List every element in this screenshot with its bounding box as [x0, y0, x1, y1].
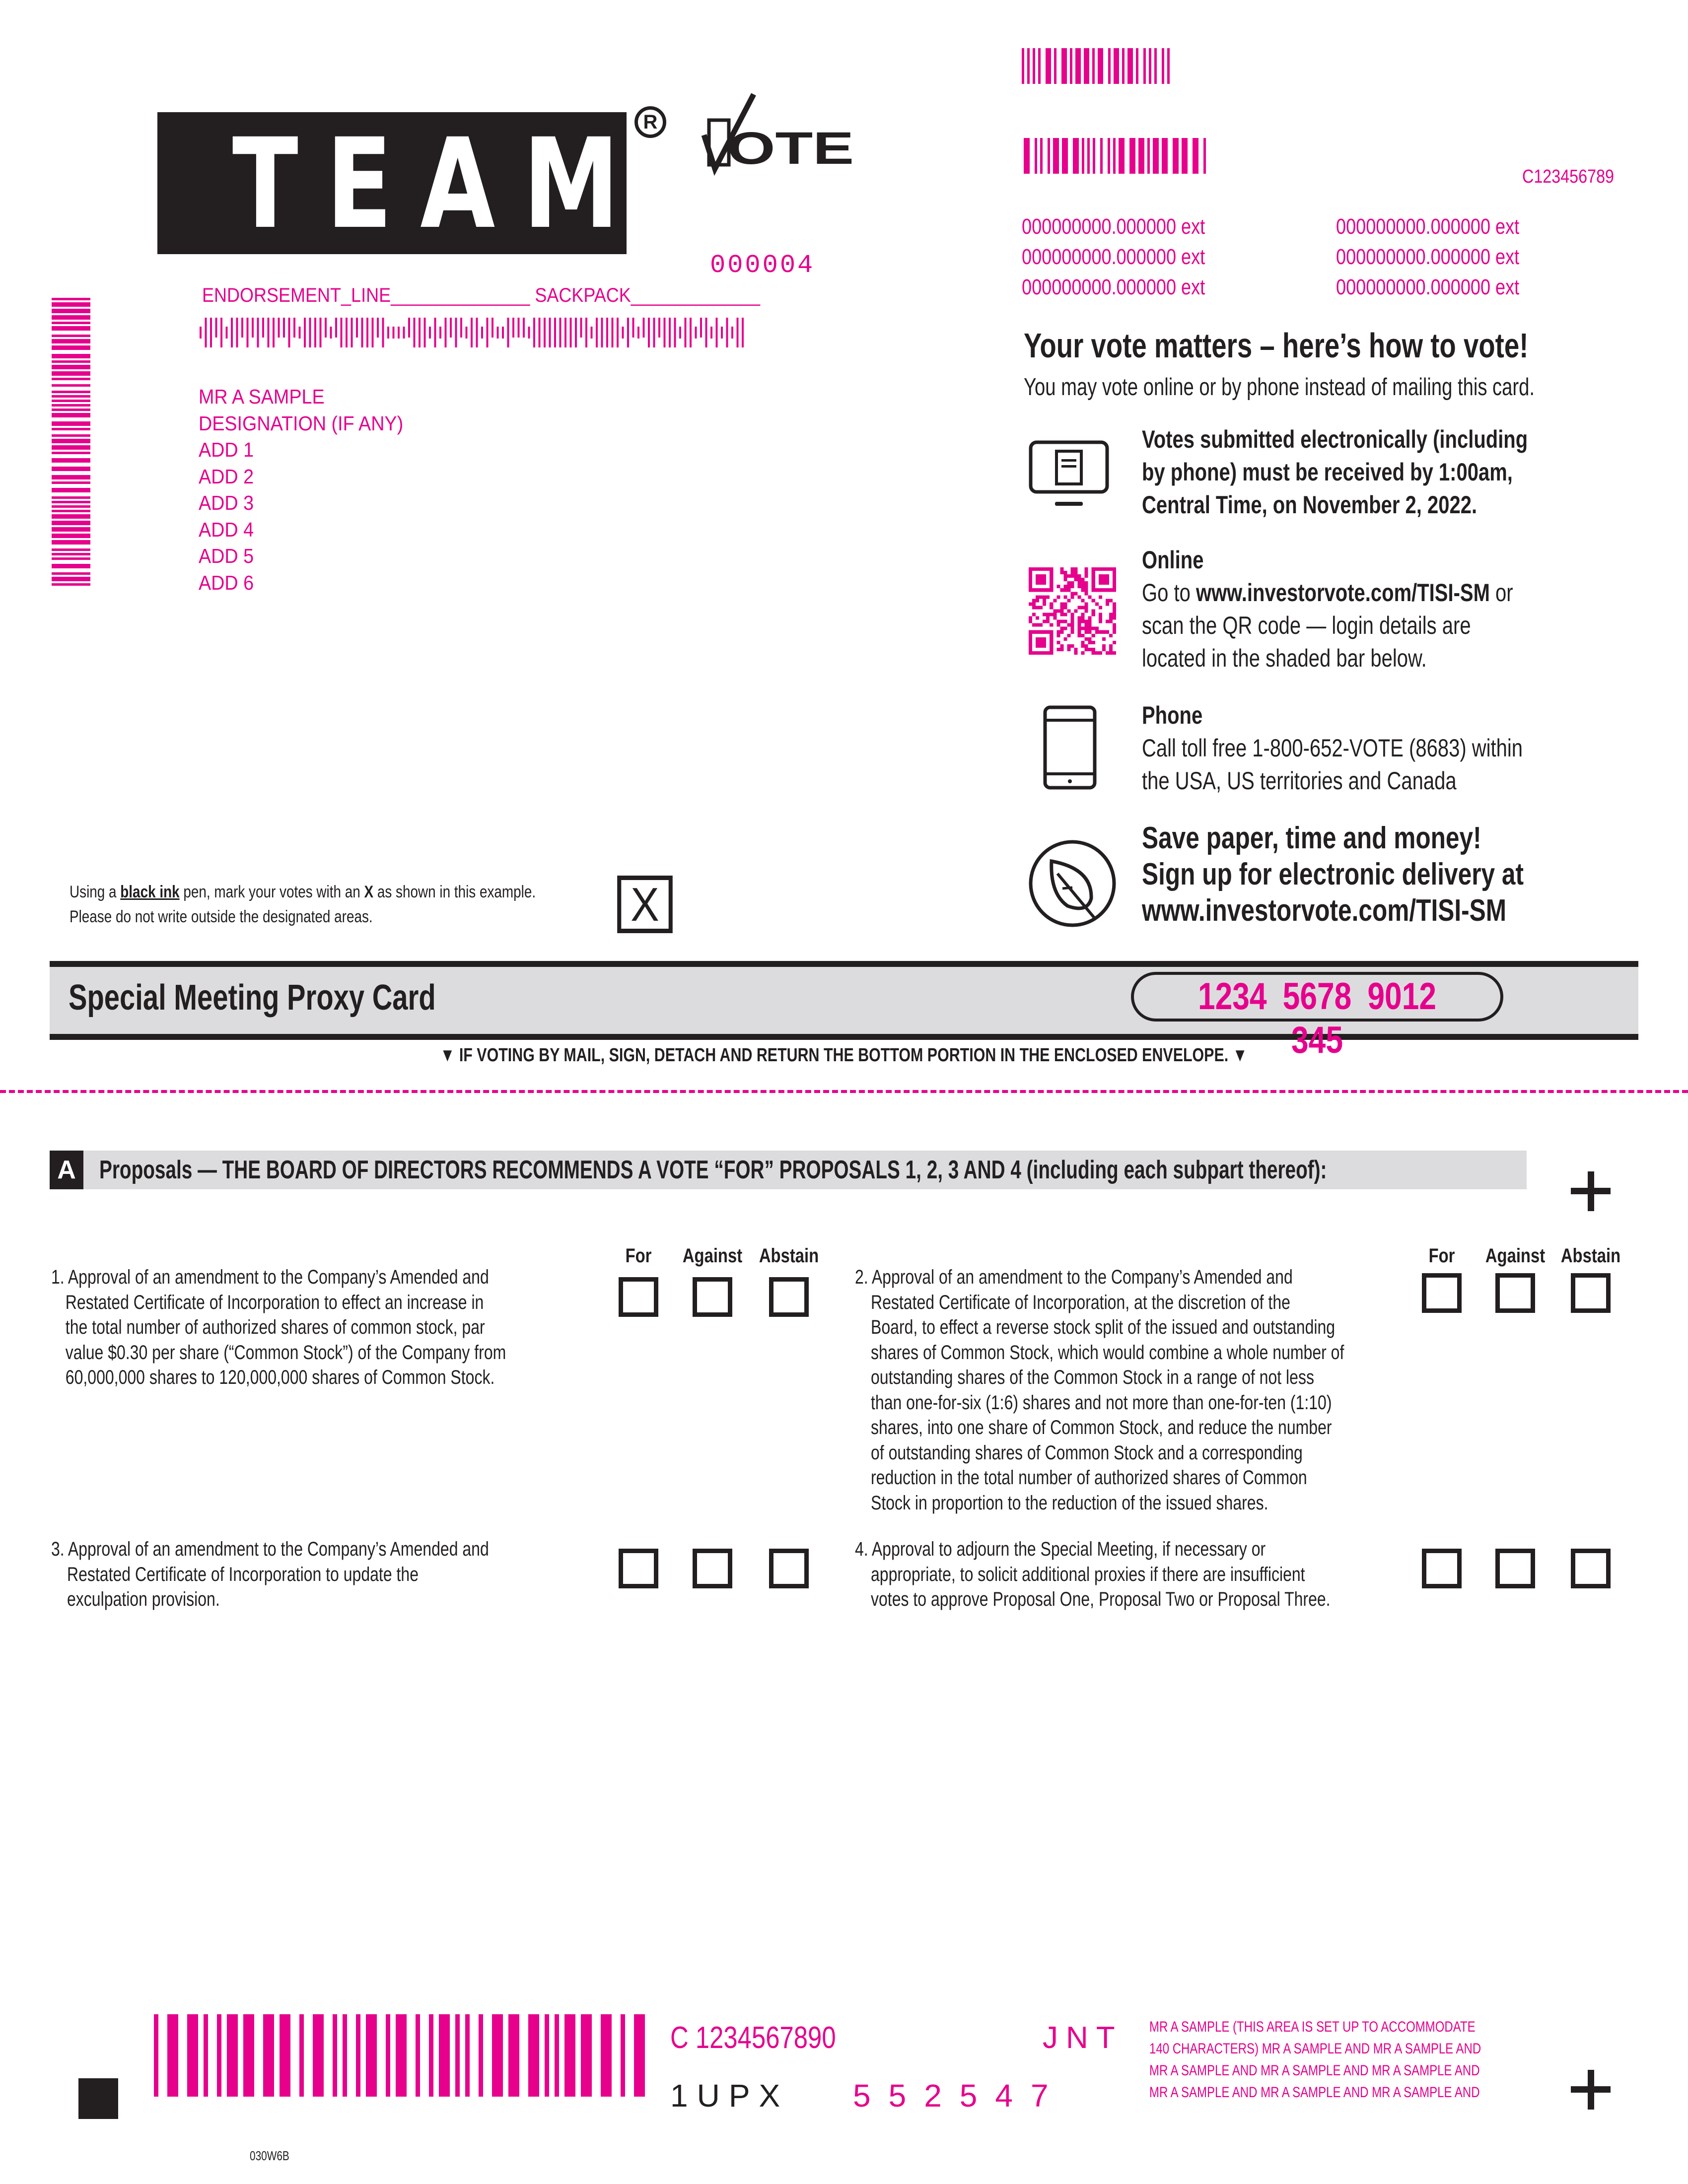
registration-line: MR A SAMPLE AND MR A SAMPLE AND MR A SAMPLE AND: [1149, 2084, 1480, 2101]
address-line: ADD 6: [199, 571, 254, 594]
ext-column-left: [1022, 211, 1205, 302]
monitor-icon: [1028, 439, 1112, 509]
online-line-1: [1142, 576, 1513, 609]
proposal-4-abstain-checkbox[interactable]: [1571, 1549, 1611, 1588]
job-number: 552547: [853, 2078, 1066, 2114]
ext-line: 000000000.000000 ext: [1022, 245, 1205, 269]
proposal-2-for-checkbox[interactable]: [1422, 1273, 1462, 1313]
ext-line: 000000000.000000 ext: [1336, 245, 1520, 269]
proxy-card-title: Special Meeting Proxy Card: [69, 978, 436, 1018]
proposal-line: Restated Certificate of Incorporation to effect an increase in: [65, 1291, 484, 1313]
deadline-line: Votes submitted electronically (including: [1142, 425, 1528, 453]
perforation-line: [0, 1090, 1688, 1093]
proposal-line: Restated Certificate of Incorporation, at the discretion of the: [871, 1291, 1290, 1313]
sequence-number: 000004: [710, 251, 815, 280]
registered-trademark-icon: R: [634, 106, 666, 138]
proposal-number: 2.: [855, 1266, 868, 1288]
proposal-line: shares, into one share of Common Stock, and reduce the number: [871, 1417, 1332, 1438]
proposal-1-abstain-checkbox[interactable]: [769, 1277, 809, 1317]
ext-line: 000000000.000000 ext: [1022, 275, 1205, 299]
ext-line: 000000000.000000 ext: [1336, 275, 1520, 299]
vote-header-for: For: [1428, 1245, 1455, 1267]
proposal-4-for-checkbox[interactable]: [1422, 1549, 1462, 1588]
instruction-text: as shown in this example.: [373, 883, 536, 901]
vote-logo-checkmark-icon: [700, 89, 859, 189]
phone-heading: Phone: [1142, 701, 1203, 729]
vote-heading: Your vote matters – here’s how to vote!: [1024, 326, 1529, 365]
address-line: ADD 1: [199, 438, 254, 461]
proposal-line: 60,000,000 shares to 120,000,000 shares of Common Stock.: [65, 1366, 495, 1388]
registration-plus-icon: [1571, 2070, 1611, 2110]
instruction-emphasis: black ink: [120, 883, 180, 901]
proposal-2-abstain-checkbox[interactable]: [1571, 1273, 1611, 1313]
vote-logo-text: OTE: [727, 123, 854, 174]
control-id: C123456789: [1522, 166, 1615, 187]
online-text: or: [1489, 579, 1513, 607]
proposal-line: of outstanding shares of Common Stock and a corresponding: [871, 1441, 1303, 1464]
phone-line-2: the USA, US territories and Canada: [1142, 767, 1457, 795]
vote-header-against: Against: [1485, 1245, 1546, 1267]
leaf-icon: [1028, 839, 1117, 928]
proposal-line: value $0.30 per share (“Common Stock”) of the Company from: [65, 1341, 506, 1364]
proposal-line: shares of Common Stock, which would combine a whole number of: [871, 1341, 1344, 1364]
proposal-line: [51, 1265, 506, 1290]
postnet-barcode: [200, 318, 751, 347]
deadline-notice: [1142, 423, 1528, 521]
proposal-number: 4.: [855, 1538, 868, 1560]
detach-notice-text: ▼ IF VOTING BY MAIL, SIGN, DETACH AND RETURN THE BOTTOM PORTION IN THE ENCLOSED ENVELOPE. ▼: [440, 1045, 1248, 1066]
account-code: C 1234567890: [670, 2021, 836, 2055]
registration-line: MR A SAMPLE (THIS AREA IS SET UP TO ACCOMMODATE: [1149, 2019, 1476, 2035]
top-barcode: [1022, 48, 1176, 84]
control-barcode: [1024, 138, 1208, 174]
proposal-line-text: Approval to adjourn the Special Meeting, if necessary or: [871, 1538, 1266, 1560]
team-logo-text: TEAM: [232, 112, 647, 256]
edelivery-line-1: Save paper, time and money!: [1142, 821, 1481, 855]
phone-line-1: Call toll free 1-800-652-VOTE (8683) within: [1142, 734, 1523, 762]
bottom-barcode: [154, 2014, 650, 2097]
vote-subheading: You may vote online or by phone instead of mailing this card.: [1024, 374, 1535, 401]
mailing-address: [199, 384, 403, 596]
online-line-2: scan the QR code — login details are: [1142, 612, 1471, 639]
instruction-text: pen, mark your votes with an: [179, 883, 364, 901]
proposal-1-for-checkbox[interactable]: [619, 1277, 658, 1317]
proposal-line: reduction in the total number of authorized shares of Common: [871, 1467, 1307, 1489]
proposal-line: outstanding shares of the Common Stock in a range of not less: [871, 1366, 1314, 1388]
vote-header-abstain: Abstain: [759, 1245, 819, 1267]
team-logo: [157, 112, 647, 256]
online-voting-info: [1142, 544, 1513, 675]
instruction-text: Using a: [70, 883, 121, 901]
proposal-3-for-checkbox[interactable]: [619, 1549, 658, 1588]
address-line: ADD 2: [199, 465, 254, 488]
proposal-line: [51, 1537, 489, 1562]
online-heading: Online: [1142, 546, 1204, 574]
registration-area: [1149, 2016, 1481, 2104]
registration-line: MR A SAMPLE AND MR A SAMPLE AND MR A SAMPLE AND: [1149, 2062, 1480, 2079]
registration-plus-icon: [1571, 1171, 1611, 1211]
vote-header-abstain: Abstain: [1560, 1245, 1621, 1267]
edelivery-url-link[interactable]: www.investorvote.com/TISI-SM: [1142, 893, 1507, 928]
phone-voting-info: [1142, 699, 1523, 797]
vote-header-against: Against: [682, 1245, 743, 1267]
address-line: ADD 5: [199, 545, 254, 567]
proposal-line: [855, 1265, 1344, 1290]
proposal-1-against-checkbox[interactable]: [693, 1277, 732, 1317]
edelivery-promo: [1142, 820, 1524, 929]
ext-line: 000000000.000000 ext: [1336, 214, 1520, 239]
address-line: ADD 3: [199, 491, 254, 514]
control-number-pill: [1131, 972, 1503, 1061]
proposal-4-against-checkbox[interactable]: [1495, 1549, 1535, 1588]
proposal-3-text: [51, 1537, 489, 1612]
proposal-line-text: Approval of an amendment to the Company’s Amended and: [68, 1266, 489, 1288]
proposal-4-text: [855, 1537, 1331, 1612]
proposal-line: Board, to effect a reverse stock split of the issued and outstanding: [871, 1316, 1336, 1338]
proposal-line: [855, 1537, 1331, 1562]
proposal-number: 3.: [51, 1538, 65, 1560]
instruction-line-2: Please do not write outside the designated areas.: [70, 907, 373, 926]
proposal-line-text: Approval of an amendment to the Company’s Amended and: [871, 1266, 1293, 1288]
proposal-2-against-checkbox[interactable]: [1495, 1273, 1535, 1313]
address-line: ADD 4: [199, 518, 254, 541]
phone-icon: [1043, 705, 1097, 790]
online-text: Go to: [1142, 579, 1196, 607]
proposal-3-against-checkbox[interactable]: [693, 1549, 732, 1588]
form-code: 030W6B: [250, 2148, 289, 2163]
proposal-2-text: [855, 1265, 1344, 1515]
registration-line: 140 CHARACTERS) MR A SAMPLE AND MR A SAMPLE AND: [1149, 2041, 1481, 2057]
address-line: MR A SAMPLE: [199, 385, 325, 408]
proposal-line: Restated Certificate of Incorporation to update the: [67, 1563, 419, 1585]
qr-code[interactable]: [1029, 567, 1116, 655]
proposal-1-text: [51, 1265, 506, 1390]
registration-type: JNT: [1043, 2021, 1123, 2055]
instruction-line-1: [70, 880, 536, 904]
online-line-3: located in the shaded bar below.: [1142, 644, 1427, 672]
control-number: 1234 5678 9012 345: [1197, 975, 1437, 1061]
vote-header-for: For: [625, 1245, 652, 1267]
detach-notice: [0, 1045, 1688, 1066]
proposal-line: Stock in proportion to the reduction of the issued shares.: [871, 1492, 1268, 1514]
example-x-mark-box: X: [617, 876, 673, 933]
proposal-number: 1.: [51, 1266, 65, 1288]
ext-line: 000000000.000000 ext: [1022, 214, 1205, 239]
proposal-line: than one-for-six (1:6) shares and not more than one-for-ten (1:10): [871, 1391, 1332, 1414]
address-line: DESIGNATION (IF ANY): [199, 411, 404, 435]
section-a-title: Proposals — THE BOARD OF DIRECTORS RECOMMENDS A VOTE “FOR” PROPOSALS 1, 2, 3 AND 4 (including each subpart thereof):: [99, 1156, 1327, 1184]
proposal-line: votes to approve Proposal One, Proposal Two or Proposal Three.: [871, 1588, 1331, 1610]
vertical-barcode: [52, 298, 90, 586]
endorsement-line: ENDORSEMENT_LINE______________ SACKPACK_____________: [202, 284, 761, 306]
edelivery-line-2: Sign up for electronic delivery at: [1142, 857, 1524, 891]
online-url-link[interactable]: www.investorvote.com/TISI-SM: [1196, 579, 1490, 607]
ext-column-right: [1336, 211, 1519, 302]
marking-instructions: [70, 880, 536, 929]
proposal-3-abstain-checkbox[interactable]: [769, 1549, 809, 1588]
proposal-line-text: Approval of an amendment to the Company’s Amended and: [68, 1538, 489, 1560]
section-a-letter: A: [50, 1151, 83, 1189]
proposal-line: appropriate, to solicit additional proxies if there are insufficient: [871, 1563, 1305, 1585]
deadline-line: Central Time, on November 2, 2022.: [1142, 491, 1477, 519]
instruction-x: X: [364, 883, 374, 901]
proposal-line: exculpation provision.: [67, 1588, 220, 1610]
registration-square: [78, 2078, 118, 2119]
deadline-line: by phone) must be received by 1:00am,: [1142, 458, 1513, 486]
form-type: 1UPX: [670, 2078, 789, 2114]
proposal-line: the total number of authorized shares of common stock, par: [65, 1316, 485, 1338]
